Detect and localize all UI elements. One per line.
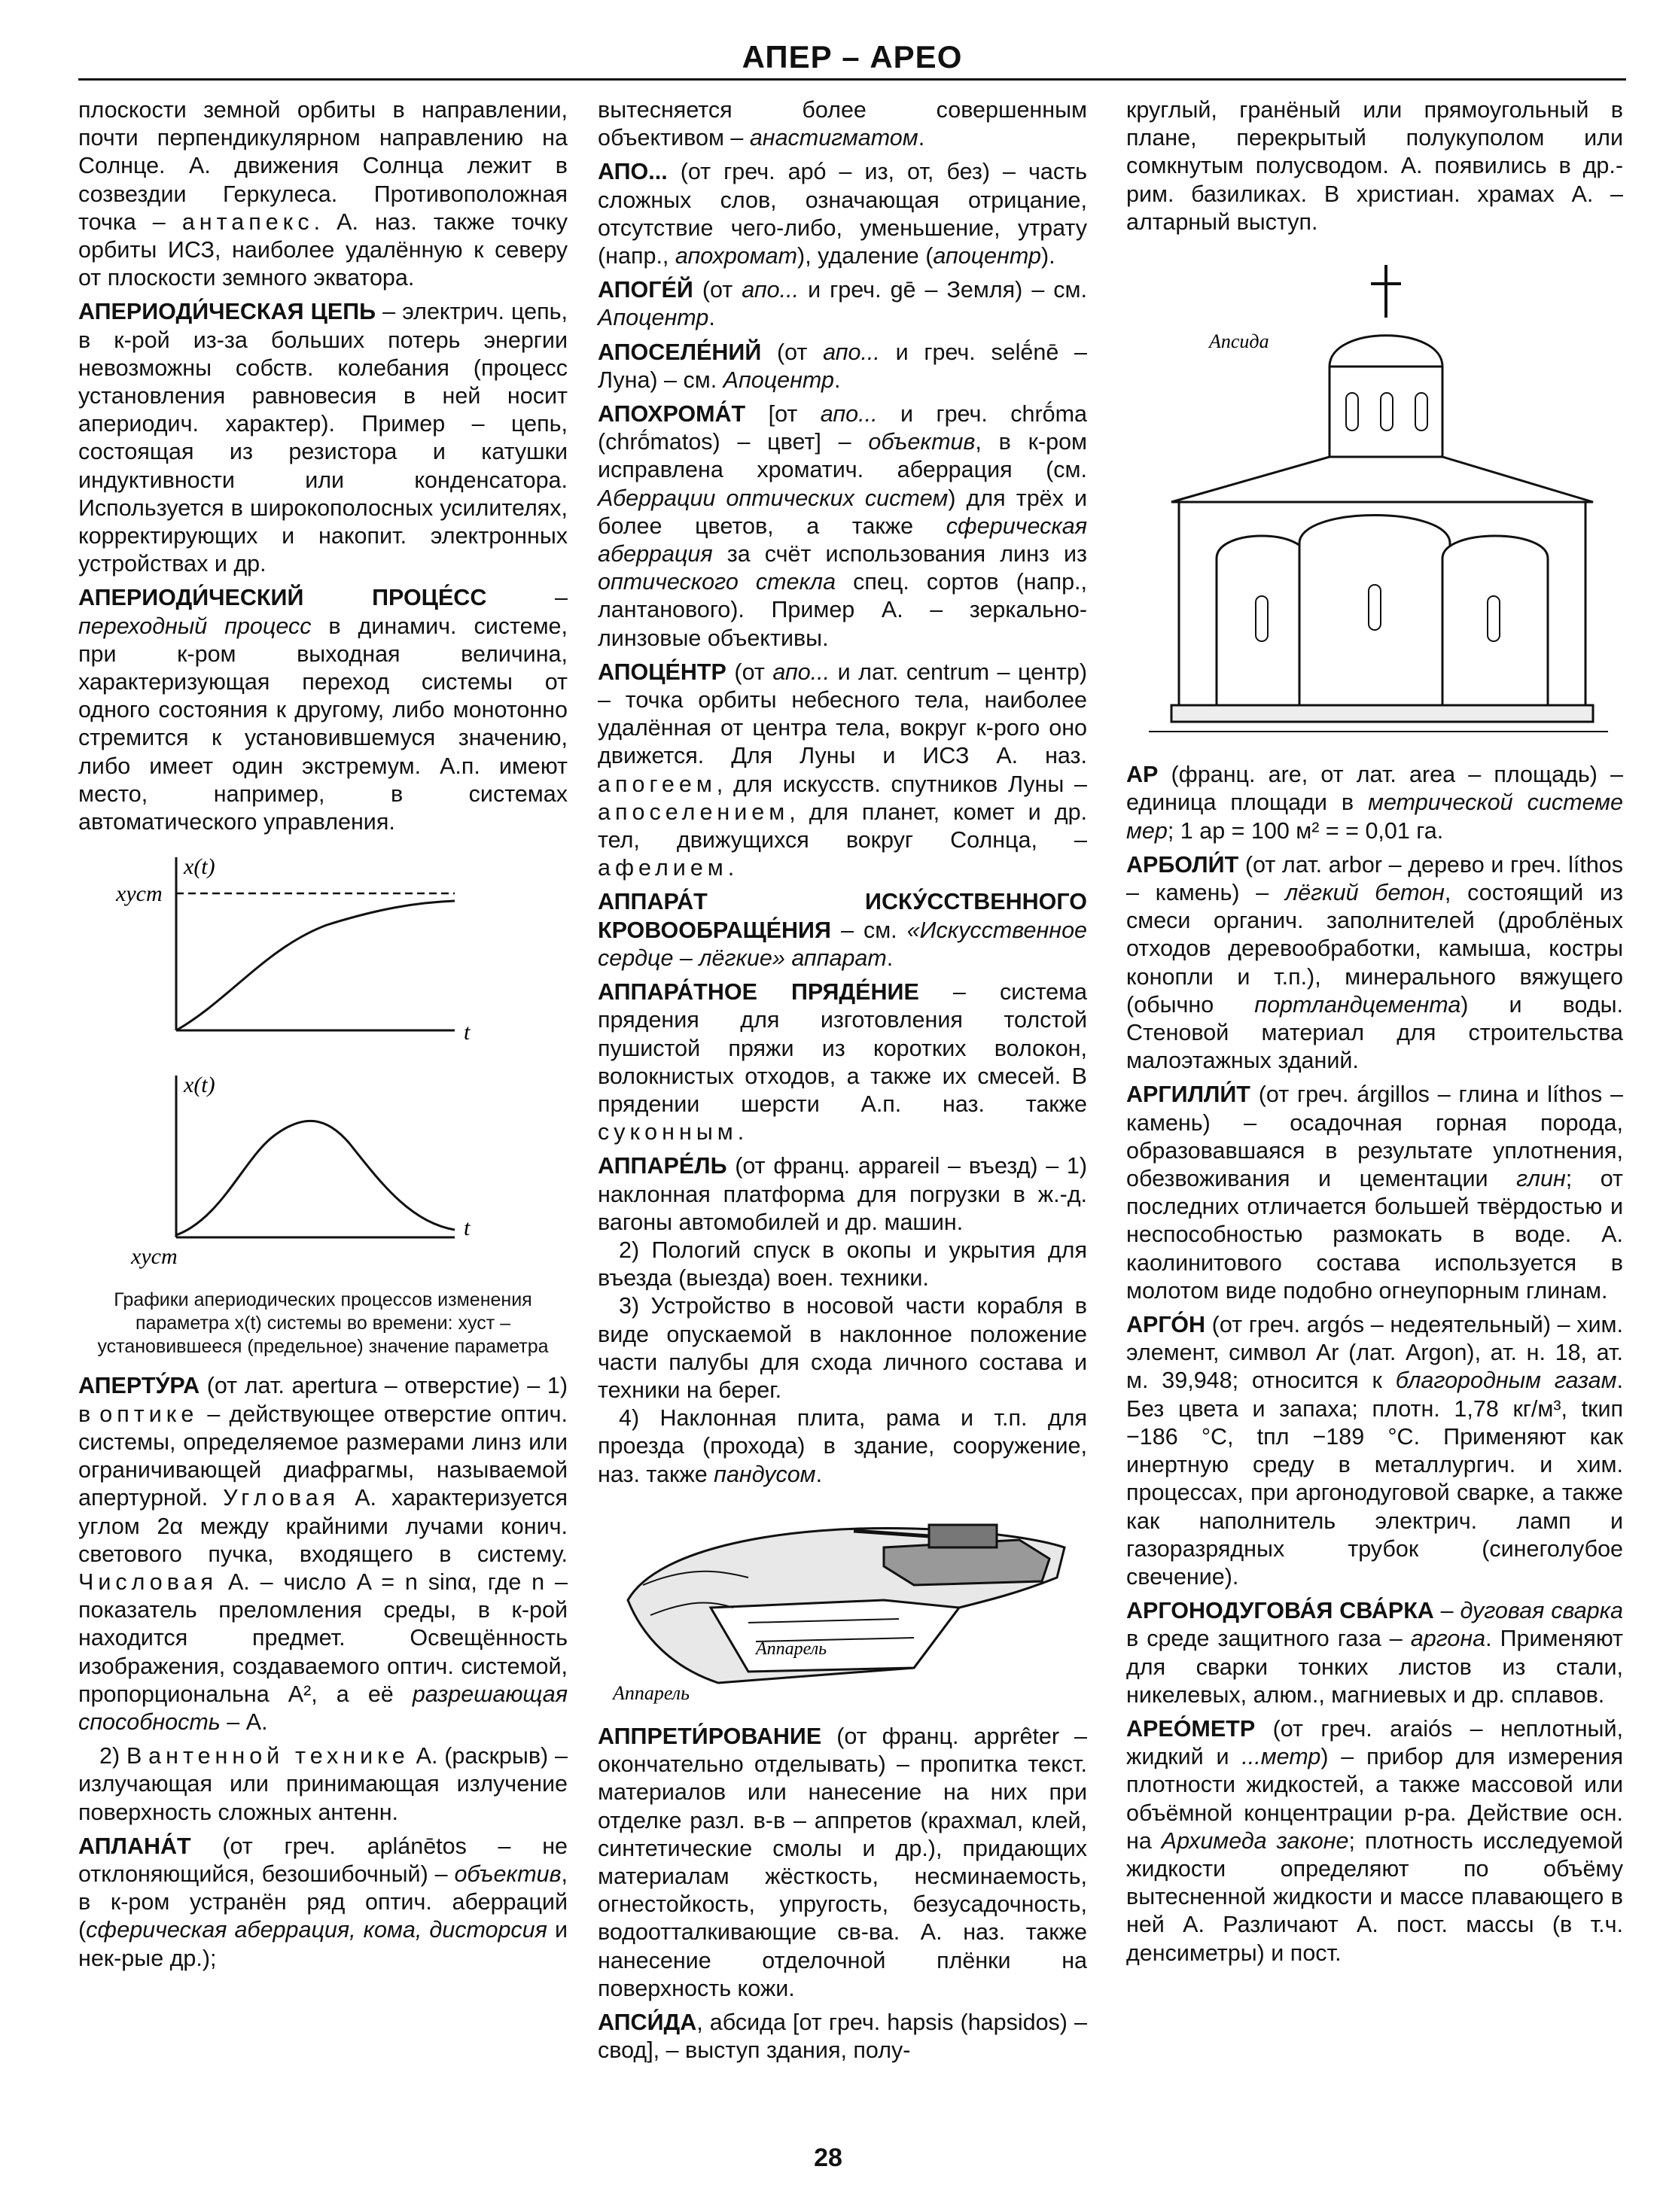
entry-arbolit: АРБОЛИ́Т (от лат. arbor – дерево и греч. líthos – камень) – лёгкий бетон, состоящий из смеси органич. заполнителей (дроблёных отходов деревообработки, камыша, костры конопли и т.п.), минерального вяжущего (обычно портландцемента) и воды. Стеновой материал для строительства малоэтажных зданий. — [1126, 851, 1624, 1074]
entry-aplanat: АПЛАНА́Т (от греч. aplánētos – не отклоняющийся, безошибочный) – объектив, в к-ром устранён ряд оптич. аберраций (сферическая аберрация, кома, дисторсия и нек-рые др.); — [78, 1833, 568, 1971]
dome — [1330, 336, 1442, 367]
headword: АПО... — [598, 159, 668, 185]
plinth — [1171, 705, 1593, 722]
headword: АПЛАНА́Т — [78, 1833, 191, 1859]
entry-heart-lung-machine: АППАРА́Т ИСКУ́ССТВЕННОГО КРОВООБРАЩЕ́НИЯ – см. «Искусственное сердце – лёгкие» аппарат. — [598, 889, 1087, 971]
apse-church-illustration — [1126, 242, 1623, 754]
entry-continuation: вытесняется более совершенным объективом – анастигматом. — [598, 97, 1087, 151]
entry-aposelenium: АПОСЕЛЕ́НИЙ (от апо... и греч. selḗnē – Луна) – см. Апоцентр. — [598, 339, 1087, 393]
headword: АППРЕТИ́РОВАНИЕ — [598, 1723, 822, 1749]
headword: АРЕО́МЕТР — [1126, 1715, 1256, 1742]
page-header — [78, 39, 1626, 81]
column-2 — [598, 96, 1087, 2071]
entry-apparatus-spinning: АППАРА́ТНОЕ ПРЯДЕ́НИЕ – система прядения для изготовления толстой пушистой пряжи из коротких волокон, волокнистых отходов, а также их смесей. В прядении шерсти А.п. наз. также суконным. — [598, 979, 1088, 1146]
headword: АПЕРТУ́РА — [78, 1373, 200, 1399]
entry-apogee: АПОГЕ́Й (от апо... и греч. gē – Земля) – см. Апоцентр. — [598, 277, 1087, 331]
entry-apocenter: АПОЦЕ́НТР (от апо... и лат. centrum – центр) – точка орбиты небесного тела, наиболее удалённая от центра тела, вокруг к-рого оно движется. Для Луны и ИСЗ А. наз. апогеем, для искусств. спутников Луны – апоселением, для планет, комет и др. тел, движущихся вокруг Солнца, – афелием. — [598, 659, 1088, 881]
drum-window — [1346, 393, 1358, 431]
entry-argillite: АРГИЛЛИ́Т (от греч. árgillos – глина и líthos – камень) – осадочная горная порода, образовавшаяся в результате уплотнения, обезвоживания и цементации глин; от последних отличается большей твёрдостью и неспособностью размокать в воде. А. каолинитового состава используется в молотом виде подобно огнеупорным глинам. — [1126, 1082, 1623, 1304]
headword: АРБОЛИ́Т — [1126, 851, 1239, 878]
headword: АРГО́Н — [1126, 1312, 1206, 1338]
column-1 — [78, 96, 568, 1979]
entry-appretirovanie: АППРЕТИ́РОВАНИЕ (от франц. apprêter – окончательно отделывать) – пропитка текст. материалов или нанесение на них при отделке разл. в-в – аппретов (крахмал, клей, синтетические смолы и др.), придающих материалам жёсткость, несминаемость, огнестойкость, упругость, безусадочность, водоотталкивающие св-ва. А. наз. также нанесение отделочной плёнки на поверхность кожи. — [598, 1723, 1087, 2001]
graph2-ylabel: x(t) — [184, 1073, 215, 1098]
entry-aperiodic-circuit: АПЕРИОДИ́ЧЕСКАЯ ЦЕПЬ – электрич. цепь, в к-рой из-за больших потерь энергии невозможны собств. колебания (процесс установления равновесия в ней носит апериодич. характер). Пример – цепь, состоящая из резистора и катушки индуктивности или конденсатора. Используется в широкополосных усилителях, корректирующих и накопит. электронных устройствах и др. — [78, 299, 568, 577]
headword: АПОСЕЛЕ́НИЙ — [598, 339, 762, 365]
figure-caption: Графики апериодических процессов изменения параметра x(t) системы во времени: xуст – установившееся (предельное) значение параметра — [97, 1289, 549, 1358]
entry-argon-arc-welding: АРГОНОДУГОВА́Я СВА́РКА – дуговая сварка в среде защитного газа – аргона. Применяют для сварки тонких листов из стали, никелевых, алюм., магниевых и др. сплавов. — [1126, 1598, 1623, 1708]
ramp-surface — [711, 1600, 959, 1672]
entry-aperture-sense-2: 2) В антенной технике А. (раскрыв) – излучающая или принимающая излучение поверхность сложных антенн. — [78, 1743, 568, 1825]
headword: АПОГЕ́Й — [598, 277, 693, 303]
entry-apo: АПО... (от греч. apó – из, от, без) – часть сложных слов, означающая отрицание, отсутствие чего-либо, уменьшение, утрату (напр., апохромат), удаление (апоцентр). — [598, 159, 1087, 269]
entry-continuation: круглый, гранёный или прямоугольный в плане, перекрытый полукуполом или сомкнутым полусводом. А. появились в др.-рим. базиликах. В христиан. храмах А. – алтарный выступ. — [1126, 97, 1623, 235]
headword: АРГИЛЛИ́Т — [1126, 1082, 1250, 1108]
headword: АПОХРОМА́Т — [598, 401, 746, 427]
entry-aperiodic-process: АПЕРИОДИ́ЧЕСКИЙ ПРОЦЕ́СС – переходный процесс в динамич. системе, при к-ром выходная величина, характеризующая переход системы от одного состояния к другому, либо монотонно стремится к установившемуся значению, либо имеет один экстремум. А.п. имеют место, например, в системах автоматического управления. — [78, 585, 568, 835]
entry-areometer: АРЕО́МЕТР (от греч. araiós – неплотный, жидкий и ...метр) – прибор для измерения плотности жидкостей, а также массовой или объёмной концентрации р-ра. Действие осн. на Архимеда законе; плотность исследуемой жидкости определяют по объёму вытесненной жидкости и массе плавающего в ней А. Различают А. пост. массы (в т.ч. денсиметры) и пост. — [1126, 1715, 1624, 1966]
graph2-xlabel: t — [464, 1216, 471, 1241]
tank-turret — [929, 1525, 997, 1547]
headword: АППАРА́Т ИСКУ́ССТВЕННОГО КРОВООБРАЩЕ́НИЯ — [598, 889, 1087, 943]
aperiodic-graphs-figure — [78, 842, 568, 1359]
entry-apparel-sense-2: 2) Пологий спуск в окопы и укрытия для въезда (выезда) воен. техники. — [598, 1237, 1087, 1292]
apse-window — [1369, 585, 1381, 630]
headword: АППАРЕ́ЛЬ — [598, 1153, 727, 1179]
entry-apochromat: АПОХРОМА́Т [от апо... и греч. chrṓma (chrṓmatos) – цвет] – объектив, в к-ром исправлена хроматич. аберрация (см. Аберрации оптических систем) для трёх и более цветов, а также сферическая аберрация за счёт использования линз из оптического стекла спец. сортов (напр., лантанового). Пример А. – зеркально-линзовые объективы. — [598, 401, 1087, 651]
page-number: 28 — [814, 2144, 842, 2172]
entry-continuation: плоскости земной орбиты в направлении, почти перпендикулярном направлению на Солнце. А. движения Солнца лежит в созвездии Геркулеса. Противоположная точка – антапекс. А. наз. также точку орбиты ИСЗ, наиболее удалённую к северу от плоскости земного экватора. — [78, 97, 568, 291]
graph1-ylabel: x(t) — [184, 854, 215, 880]
apparel-caption: Аппарель — [613, 1681, 690, 1704]
apparel-illustration — [598, 1495, 1087, 1705]
entry-apse: АПСИ́ДА, абсида [от греч. hapsis (hapsidos) – свод], – выступ здания, полу- — [598, 2009, 1087, 2064]
entry-ar: АР (франц. are, от лат. area – площадь) – единица площади в метрической системе мер; 1 ар = 100 м² = = 0,01 га. — [1126, 762, 1623, 844]
headword: АПОЦЕ́НТР — [598, 659, 726, 685]
headword: АПЕРИОДИ́ЧЕСКИЙ ПРОЦЕ́СС — [78, 585, 487, 611]
entry-argon: АРГО́Н (от греч. argós – недеятельный) – хим. элемент, символ Ar (лат. Argon), ат. н. 18, ат. м. 39,948; относится к благородным газам. Без цвета и запаха; плотн. 1,78 кг/м³, tкип −186 °C, tпл −189 °C. Применяют как инертную среду в металлургич. и хим. процессах, при аргонодуговой сварке, а также как наполнитель электрич. ламп и газоразрядных трубок (синеголубое свечение). — [1126, 1312, 1623, 1590]
entry-apparel-sense-3: 3) Устройство в носовой части корабля в виде опускаемой в наклонное положение части палубы для схода личного состава и техники на берег. — [598, 1293, 1087, 1403]
headword: АППАРА́ТНОЕ ПРЯДЕ́НИЕ — [598, 979, 919, 1006]
roof — [1171, 457, 1593, 502]
headword: АР — [1126, 762, 1159, 788]
entry-apparel: АППАРЕ́ЛЬ (от франц. appareil – въезд) – 1) наклонная платформа для погрузки в ж.-д. вагоны автомобилей и др. машин. — [598, 1153, 1087, 1235]
headword: АПЕРИОДИ́ЧЕСКАЯ ЦЕПЬ — [78, 299, 376, 325]
headword: АРГОНОДУГОВА́Я СВА́РКА — [1126, 1598, 1434, 1624]
graph1-curve — [176, 901, 455, 1030]
aperiodic-graphs — [78, 842, 568, 1279]
entry-apparel-sense-4: 4) Наклонная плита, рама и т.п. для проезда (прохода) в здание, сооружение, наз. также пандусом. — [598, 1405, 1087, 1487]
drum-window — [1415, 393, 1427, 431]
running-head: АПЕР – АРЕО — [742, 39, 963, 75]
apse-figure — [1126, 242, 1623, 761]
graph2-curve — [176, 1121, 455, 1236]
header-rule — [78, 78, 1626, 81]
apparel-inner-label: Аппарель — [756, 1638, 827, 1659]
apse-window — [1488, 596, 1500, 641]
graph1-xust-label: xуст — [116, 881, 163, 907]
apse-label: Апсида — [1209, 330, 1269, 353]
apse-window — [1256, 596, 1268, 641]
drum-window — [1381, 393, 1393, 431]
apparel-figure — [598, 1495, 1087, 1712]
graph2-xust-label: xуст — [131, 1244, 178, 1270]
column-3 — [1126, 96, 1623, 1973]
entry-aperture: АПЕРТУ́РА (от лат. apertura – отверстие) – 1) в оптике – действующее отверстие оптич. системы, определяемое размерами линз или ограничивающей диафрагмы, называемой апертурной. Угловая А. характеризуется углом 2α между крайними лучами конич. светового пучка, входящего в систему. Числовая А. – число A = n sinα, где n – показатель преломления среды, в к-рой находится предмет. Освещённость изображения, создаваемого оптич. системой, пропорциональна A², а её разрешающая способность – А. — [78, 1373, 568, 1735]
headword: АПСИ́ДА — [598, 2009, 697, 2035]
graph1-xlabel: t — [464, 1020, 471, 1045]
